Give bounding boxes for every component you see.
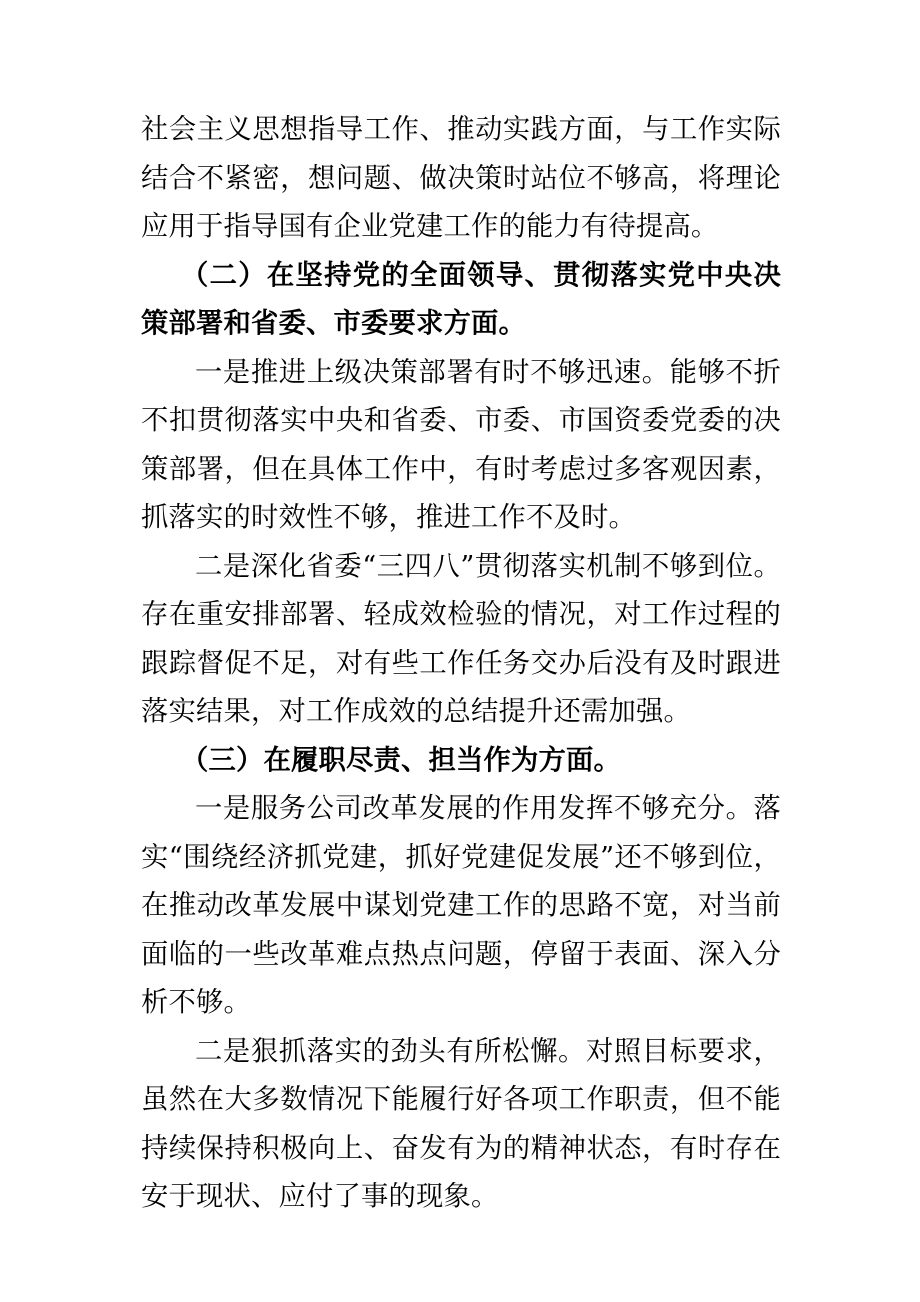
paragraph-point-two-a: 二是深化省委“三四八”贯彻落实机制不够到位。存在重安排部署、轻成效检验的情况，对工作过程的跟踪督促不足，对有些工作任务交办后没有及时跟进落实结果，对工作成效的总结提升还需加强。 xyxy=(141,550,781,727)
paragraph-point-one-b: 一是服务公司改革发展的作用发挥不够充分。落实“围绕经济抓党建，抓好党建促发展”还不够到位，在推动改革发展中谋划党建工作的思路不宽，对当前面临的一些改革难点热点问题，停留于表面、深入分析不够。 xyxy=(141,793,781,1018)
paragraph-point-two-b: 二是狠抓落实的劲头有所松懈。对照目标要求，虽然在大多数情况下能履行好各项工作职责，但不能持续保持积极向上、奋发有为的精神状态，有时存在安于现状、应付了事的现象。 xyxy=(141,1035,781,1212)
section-heading-two: （二）在坚持党的全面领导、贯彻落实党中央决策部署和省委、市委要求方面。 xyxy=(141,259,781,339)
document-body xyxy=(141,106,781,1222)
paragraph-point-one-a: 一是推进上级决策部署有时不够迅速。能够不折不扣贯彻落实中央和省委、市委、市国资委党委的决策部署，但在具体工作中，有时考虑过多客观因素，抓落实的时效性不够，推进工作不及时。 xyxy=(141,356,781,533)
paragraph-continuation: 社会主义思想指导工作、推动实践方面，与工作实际结合不紧密，想问题、做决策时站位不够高，将理论应用于指导国有企业党建工作的能力有待提高。 xyxy=(141,114,781,242)
section-heading-three: （三）在履职尽责、担当作为方面。 xyxy=(181,744,621,776)
